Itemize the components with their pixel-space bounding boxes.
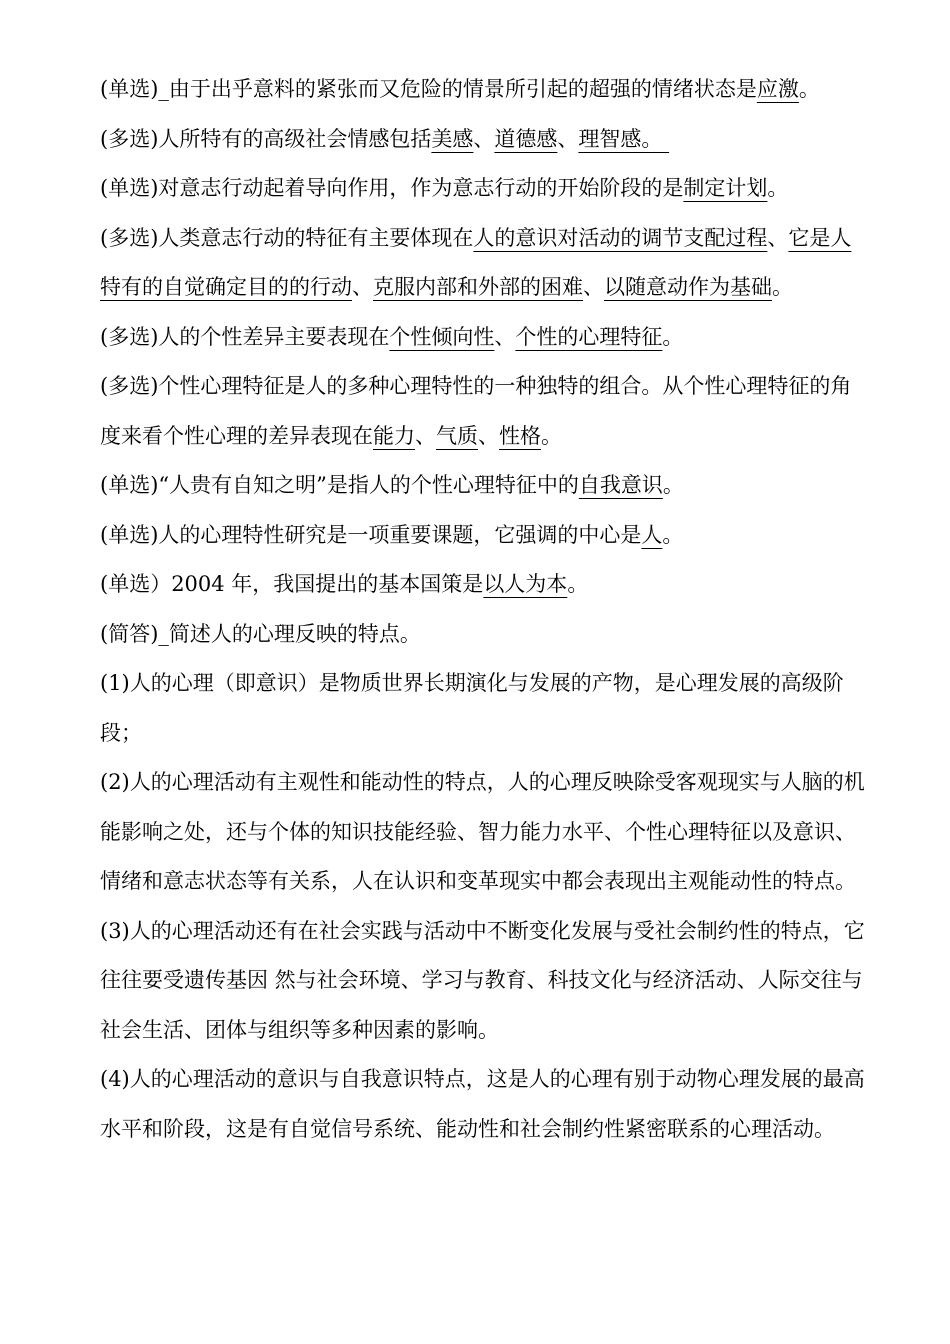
text-segment: (多选)人的个性差异主要表现在 [100,324,390,349]
paragraph [100,1055,865,1154]
paragraph [100,610,865,660]
answer-text: 克服内部和外部的困难 [373,275,583,299]
text-segment: 。 [662,473,684,497]
text-segment: (单选)对意志行动起着导向作用，作为意志行动的开始阶段的是 [100,176,684,200]
text-segment: (多选)人类意志行动的特征有主要体现在 [100,225,474,250]
text-segment: (单选）2004 年，我国提出的基本国策是 [100,572,484,596]
answer-text: 美感 [431,126,474,151]
text-segment: 。 [798,77,820,101]
text-segment: 、 [557,126,579,151]
answer-text: 个性倾向性 [389,324,495,349]
answer-text: 道德感 [494,126,558,151]
text-segment: (单选)人的心理特性研究是一项重要课题，它强调的中心是 [100,522,642,547]
answer-text: 它是人特有的自觉确定目的的行动 [100,225,852,299]
text-segment: 、 [767,225,789,250]
text-segment: 。 [662,522,684,547]
answer-text: 人 [641,522,663,547]
paragraph [100,214,865,313]
document-body [100,65,865,1154]
answer-text: 理智感。 [578,126,670,151]
text-segment: (单选)“人贵有自知之明”是指人的个性心理特征中的 [100,473,579,497]
text-segment: (简答)_简述人的心理反映的特点。 [100,621,421,646]
text-segment: 。 [662,324,684,349]
answer-text: 能力 [373,423,415,448]
paragraph [100,362,865,461]
text-segment: 、 [415,423,436,448]
answer-text: 以人为本 [483,572,568,596]
text-segment: 、 [473,126,495,151]
text-segment: (多选)个性心理特征是人的多种心理特性的一种独特的组合。从个性心理特征的角度来看个性心理的差异表现在 [100,374,852,448]
paragraph [100,65,865,115]
text-segment: 。 [541,423,562,448]
answer-text: 自我意识 [578,473,663,497]
paragraph [100,313,865,363]
text-segment: (1)人的心理（即意识）是物质世界长期演化与发展的产物，是心理发展的高级阶段； [100,671,844,745]
paragraph [100,461,865,511]
text-segment: 。 [767,176,789,200]
paragraph [100,164,865,214]
text-segment: 、 [352,275,373,299]
answer-text: 制定计划 [683,176,768,200]
text-segment: (2)人的心理活动有主观性和能动性的特点，人的心理反映除受客观现实与人脑的机能影响之处，还与个体的知识技能经验、智力能力水平、个性心理特征以及意识、情绪和意志状态等有关系，人在认识和变革现实中都会表现出主观能动性的特点。 [100,770,865,893]
text-segment: 、 [494,324,516,349]
text-segment: (3)人的心理活动还有在社会实践与活动中不断变化发展与受社会制约性的特点，它往往要受遗传基因 然与社会环境、学习与教育、科技文化与经济活动、人际交往与社会生活、团体与组织等多种因素的影响。 [100,918,865,1042]
text-segment: 、 [583,275,604,299]
text-segment: (单选)_由于出乎意料的紧张而又危险的情景所引起的超强的情绪状态是 [100,77,757,101]
text-segment: 。 [567,572,589,596]
answer-text: 性格 [499,423,541,448]
answer-text: 气质 [436,423,478,448]
paragraph [100,511,865,561]
paragraph [100,907,865,1056]
paragraph [100,758,865,907]
text-segment: 。 [772,275,793,299]
paragraph [100,115,865,165]
text-segment: 、 [478,423,499,448]
paragraph [100,560,865,610]
answer-text: 个性的心理特征 [515,324,663,349]
text-segment: (4)人的心理活动的意识与自我意识特点，这是人的心理有别于动物心理发展的最高水平和阶段，这是有自觉信号系统、能动性和社会制约性紧密联系的心理活动。 [100,1067,865,1141]
paragraph [100,659,865,758]
answer-text: 应激 [756,77,799,101]
answer-text: 以随意动作为基础 [604,275,772,299]
answer-text: 人的意识对活动的调节支配过程 [473,225,768,250]
text-segment: (多选)人所特有的高级社会情感包括 [100,126,432,151]
